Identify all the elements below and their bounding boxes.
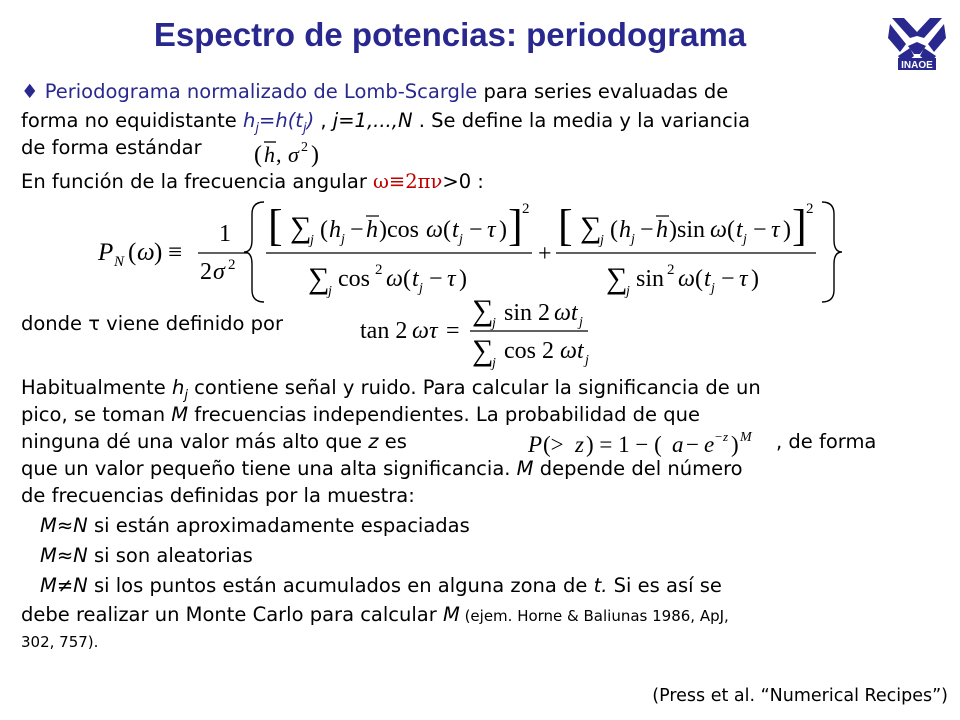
svg-text:t: t — [736, 217, 743, 243]
svg-text:h: h — [366, 217, 378, 243]
intro-line-1 — [21, 80, 728, 104]
svg-text:): ) — [499, 217, 507, 243]
svg-text:): ) — [783, 217, 791, 243]
svg-text:): ) — [731, 432, 739, 457]
svg-text:2: 2 — [301, 140, 308, 155]
intro-line-2 — [21, 109, 751, 136]
svg-text:z: z — [723, 429, 729, 444]
case-item-1: M≈N si están aproximadamente espaciadas — [40, 514, 470, 537]
svg-text:sin 2: sin 2 — [504, 300, 551, 326]
svg-text:j: j — [585, 353, 589, 368]
svg-text:2: 2 — [375, 262, 383, 278]
svg-text:2: 2 — [228, 257, 236, 273]
svg-text:[: [ — [558, 201, 573, 250]
svg-text:(>: (> — [543, 432, 564, 457]
svg-text:ωt: ωt — [554, 300, 578, 326]
svg-text:(: ( — [443, 217, 451, 243]
svg-text:M: M — [740, 430, 752, 445]
j-range: j=1,...,N — [332, 109, 413, 132]
svg-text:∑: ∑ — [290, 211, 312, 244]
svg-text:ωt: ωt — [560, 338, 584, 364]
svg-text:): ) — [311, 142, 319, 168]
svg-text:(: ( — [695, 266, 703, 292]
monte-carlo-line-1: debe realizar un Monte Carlo para calcular M (ejem. Horne & Baliunas 1986, ApJ, — [21, 603, 729, 626]
probability-equation — [528, 430, 764, 460]
monte-carlo-line-2: 302, 757). — [21, 633, 99, 651]
frequency-line-post: >0 : — [442, 170, 484, 193]
tau-equation — [360, 294, 600, 371]
svg-text:−: − — [350, 217, 364, 243]
svg-text:a: a — [672, 432, 684, 457]
svg-text:(: ( — [727, 217, 735, 243]
tau-line-text: donde τ viene definido por — [21, 312, 283, 335]
svg-text:h: h — [329, 217, 341, 243]
svg-text:h: h — [619, 217, 631, 243]
frequency-line — [21, 170, 484, 194]
case-item-2: M≈N si son aleatorias — [40, 544, 253, 567]
svg-text:2: 2 — [200, 259, 212, 285]
svg-text:]: ] — [508, 201, 523, 250]
frequency-line-pre: En función de la frecuencia angular — [21, 170, 374, 193]
svg-text:): ) — [751, 266, 759, 292]
svg-text:τ: τ — [739, 266, 748, 292]
svg-text:j: j — [743, 232, 747, 247]
intro-text: para series evaluadas de — [477, 80, 729, 103]
omega-definition: ω≡2πν — [373, 170, 443, 193]
svg-text:(: ( — [403, 266, 411, 292]
svg-text:∑: ∑ — [606, 262, 628, 295]
svg-text:P: P — [528, 432, 543, 457]
svg-text:j: j — [600, 233, 604, 248]
svg-text:P: P — [98, 239, 114, 266]
svg-text:ωτ: ωτ — [412, 318, 438, 344]
svg-text:t: t — [412, 266, 419, 292]
svg-text:1: 1 — [219, 221, 231, 247]
case-item-3: M≠N si los puntos están acumulados en alguna zona de t. Si es así se — [40, 574, 722, 597]
svg-text:j: j — [492, 356, 496, 371]
svg-text:∑: ∑ — [472, 334, 494, 367]
svg-text:e: e — [704, 432, 715, 457]
para-line-3-tail: , de forma — [776, 430, 877, 453]
svg-text:j: j — [579, 315, 583, 330]
svg-text:τ: τ — [771, 217, 780, 243]
svg-text:N: N — [114, 254, 125, 270]
svg-text:≡: ≡ — [168, 239, 183, 266]
svg-text:ω: ω — [710, 217, 727, 243]
para-line-4: que un valor pequeño tiene una alta significancia. M depende del número — [21, 457, 743, 480]
svg-text:=: = — [446, 318, 460, 344]
svg-text:∑: ∑ — [308, 262, 330, 295]
svg-text:(: ( — [128, 239, 137, 266]
svg-text:j: j — [310, 233, 314, 248]
svg-text:) = 1 − (: ) = 1 − ( — [586, 432, 662, 457]
svg-text:ω: ω — [426, 217, 443, 243]
bullet-icon: ♦ — [21, 80, 39, 103]
para-line-3: ninguna dé una valor más alto que z es — [21, 430, 407, 453]
svg-text:−: − — [753, 217, 767, 243]
intro-line-2-post: . Se define la media y la variancia — [412, 109, 751, 132]
svg-text:j: j — [419, 281, 423, 296]
svg-text:h: h — [264, 142, 275, 167]
periodogram-equation — [98, 196, 858, 304]
svg-text:σ: σ — [213, 259, 225, 285]
svg-text:σ: σ — [288, 142, 299, 167]
svg-text:j: j — [492, 316, 496, 331]
mean-variance-equation — [254, 138, 334, 172]
svg-text:)sin: )sin — [669, 217, 705, 243]
svg-text:(: ( — [320, 217, 328, 243]
logo-text: INAOE — [901, 60, 933, 71]
svg-text:): ) — [459, 266, 467, 292]
svg-text:)cos: )cos — [379, 217, 419, 243]
svg-text:t: t — [704, 266, 711, 292]
svg-text:+: + — [538, 241, 552, 267]
svg-text:−: − — [640, 217, 654, 243]
svg-text:h: h — [656, 217, 668, 243]
h-equation: $h_j=h(t_j)$ — [243, 109, 315, 136]
intro-line-3-text: de forma estándar — [21, 136, 202, 159]
svg-text:t: t — [452, 217, 459, 243]
svg-text:−: − — [715, 429, 723, 444]
svg-text:−: − — [721, 266, 735, 292]
svg-text:cos: cos — [338, 266, 370, 292]
intro-line-2-pre: forma no equidistante — [21, 109, 244, 132]
svg-text:ω: ω — [386, 266, 403, 292]
svg-text:j: j — [328, 284, 332, 299]
svg-text:tan 2: tan 2 — [360, 318, 408, 344]
svg-text:τ: τ — [487, 217, 496, 243]
tau-line — [21, 312, 283, 336]
svg-text:ω: ω — [678, 266, 695, 292]
svg-text:∑: ∑ — [580, 211, 602, 244]
svg-text:j: j — [459, 232, 463, 247]
page-title: Espectro de potencias: periodograma — [153, 16, 747, 53]
svg-text:j: j — [626, 284, 630, 299]
svg-text:−: − — [686, 432, 699, 457]
svg-text:τ: τ — [447, 266, 456, 292]
svg-text:): ) — [154, 239, 163, 266]
svg-text:cos 2: cos 2 — [504, 338, 554, 364]
svg-text:sin: sin — [636, 266, 665, 292]
para-line-1: Habitualmente $h_j$ contiene señal y ruido. Para calcular la significancia de un — [21, 376, 761, 403]
svg-text:z: z — [575, 432, 584, 457]
para-line-2: pico, se toman M frecuencias independientes. La probabilidad de que — [21, 403, 700, 426]
svg-text:j: j — [631, 232, 635, 247]
svg-text:2: 2 — [806, 201, 814, 217]
intro-line-2-mid: , — [314, 109, 333, 132]
svg-text:(: ( — [610, 217, 618, 243]
svg-text:(: ( — [254, 142, 262, 168]
svg-text:[: [ — [268, 201, 283, 250]
svg-text:]: ] — [792, 201, 807, 250]
citation: (Press et al. “Numerical Recipes”) — [652, 686, 948, 706]
svg-text:−: − — [429, 266, 443, 292]
svg-text:j: j — [711, 281, 715, 296]
svg-text:ω: ω — [137, 239, 155, 266]
intro-line-3 — [21, 136, 202, 160]
para-line-5: de frecuencias definidas por la muestra: — [21, 484, 415, 507]
svg-text:j: j — [341, 232, 345, 247]
svg-text:∑: ∑ — [472, 294, 494, 327]
svg-text:,: , — [276, 142, 282, 167]
intro-highlight: Periodograma normalizado de Lomb-Scargle — [44, 80, 478, 103]
svg-text:2: 2 — [667, 262, 675, 278]
inaoe-logo-icon — [884, 8, 950, 74]
svg-text:2: 2 — [522, 201, 530, 217]
svg-text:−: − — [469, 217, 483, 243]
